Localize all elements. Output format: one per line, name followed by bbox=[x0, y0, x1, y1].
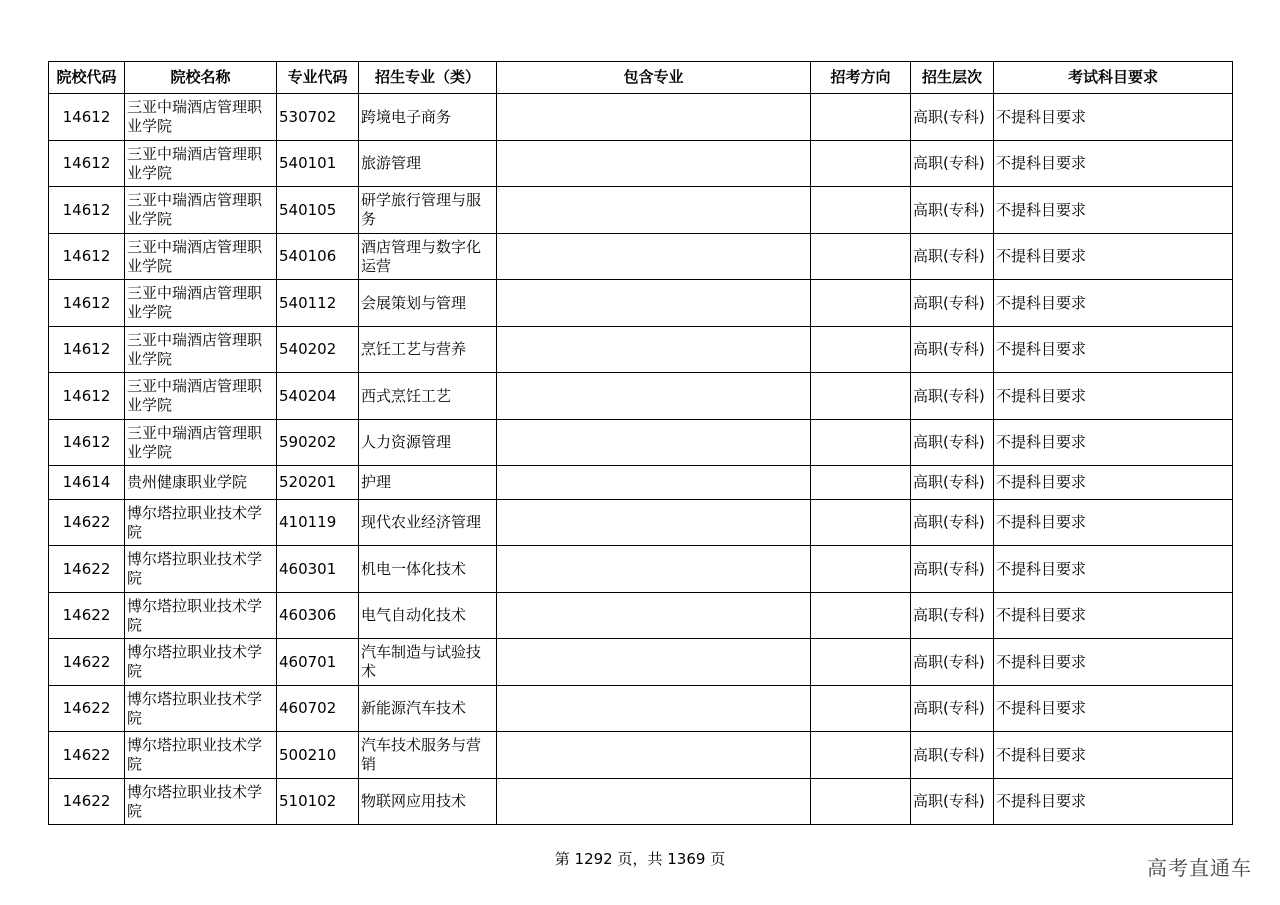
cell-included-majors bbox=[497, 280, 811, 327]
cell-school-name: 三亚中瑞酒店管理职业学院 bbox=[125, 420, 277, 466]
cell-included-majors bbox=[497, 732, 811, 779]
cell-school-name: 博尔塔拉职业技术学院 bbox=[125, 732, 277, 779]
table-row bbox=[49, 187, 1233, 234]
cell-school-name: 三亚中瑞酒店管理职业学院 bbox=[125, 373, 277, 420]
cell-direction bbox=[811, 327, 911, 373]
admission-table bbox=[48, 61, 1233, 825]
cell-school-code: 14612 bbox=[49, 420, 125, 466]
cell-level: 高职(专科) bbox=[911, 373, 994, 420]
cell-school-code: 14612 bbox=[49, 141, 125, 187]
cell-subject-requirement: 不提科目要求 bbox=[994, 420, 1233, 466]
cell-school-name: 博尔塔拉职业技术学院 bbox=[125, 546, 277, 593]
cell-school-code: 14622 bbox=[49, 779, 125, 825]
cell-major-code: 540204 bbox=[277, 373, 359, 420]
cell-direction bbox=[811, 639, 911, 686]
cell-school-name: 博尔塔拉职业技术学院 bbox=[125, 500, 277, 546]
cell-level: 高职(专科) bbox=[911, 327, 994, 373]
cell-school-name: 贵州健康职业学院 bbox=[125, 466, 277, 500]
cell-subject-requirement: 不提科目要求 bbox=[994, 466, 1233, 500]
cell-level: 高职(专科) bbox=[911, 187, 994, 234]
cell-subject-requirement: 不提科目要求 bbox=[994, 187, 1233, 234]
cell-major: 西式烹饪工艺 bbox=[359, 373, 497, 420]
cell-school-code: 14622 bbox=[49, 686, 125, 732]
cell-major-code: 540202 bbox=[277, 327, 359, 373]
cell-level: 高职(专科) bbox=[911, 280, 994, 327]
cell-subject-requirement: 不提科目要求 bbox=[994, 280, 1233, 327]
cell-school-name: 三亚中瑞酒店管理职业学院 bbox=[125, 141, 277, 187]
cell-school-code: 14614 bbox=[49, 466, 125, 500]
cell-level: 高职(专科) bbox=[911, 686, 994, 732]
cell-level: 高职(专科) bbox=[911, 546, 994, 593]
cell-major-code: 530702 bbox=[277, 94, 359, 141]
header-school-code: 院校代码 bbox=[49, 62, 125, 94]
cell-subject-requirement: 不提科目要求 bbox=[994, 686, 1233, 732]
cell-school-name: 博尔塔拉职业技术学院 bbox=[125, 639, 277, 686]
cell-major: 会展策划与管理 bbox=[359, 280, 497, 327]
cell-included-majors bbox=[497, 466, 811, 500]
cell-level: 高职(专科) bbox=[911, 593, 994, 639]
cell-school-name: 三亚中瑞酒店管理职业学院 bbox=[125, 234, 277, 280]
cell-included-majors bbox=[497, 639, 811, 686]
cell-major: 人力资源管理 bbox=[359, 420, 497, 466]
cell-major: 物联网应用技术 bbox=[359, 779, 497, 825]
header-major-code: 专业代码 bbox=[277, 62, 359, 94]
cell-included-majors bbox=[497, 327, 811, 373]
table-row bbox=[49, 327, 1233, 373]
cell-major-code: 540101 bbox=[277, 141, 359, 187]
cell-school-name: 三亚中瑞酒店管理职业学院 bbox=[125, 327, 277, 373]
cell-major: 护理 bbox=[359, 466, 497, 500]
cell-school-code: 14622 bbox=[49, 500, 125, 546]
cell-school-code: 14612 bbox=[49, 94, 125, 141]
cell-included-majors bbox=[497, 779, 811, 825]
cell-included-majors bbox=[497, 373, 811, 420]
cell-school-code: 14622 bbox=[49, 639, 125, 686]
header-subject-requirement: 考试科目要求 bbox=[994, 62, 1233, 94]
cell-major-code: 500210 bbox=[277, 732, 359, 779]
cell-major-code: 460306 bbox=[277, 593, 359, 639]
cell-direction bbox=[811, 187, 911, 234]
cell-major: 烹饪工艺与营养 bbox=[359, 327, 497, 373]
cell-major: 机电一体化技术 bbox=[359, 546, 497, 593]
cell-major: 新能源汽车技术 bbox=[359, 686, 497, 732]
cell-school-code: 14612 bbox=[49, 187, 125, 234]
cell-school-code: 14622 bbox=[49, 546, 125, 593]
header-included-majors: 包含专业 bbox=[497, 62, 811, 94]
cell-included-majors bbox=[497, 187, 811, 234]
cell-subject-requirement: 不提科目要求 bbox=[994, 234, 1233, 280]
table-row bbox=[49, 500, 1233, 546]
cell-level: 高职(专科) bbox=[911, 234, 994, 280]
cell-school-code: 14612 bbox=[49, 373, 125, 420]
cell-school-name: 博尔塔拉职业技术学院 bbox=[125, 593, 277, 639]
cell-subject-requirement: 不提科目要求 bbox=[994, 639, 1233, 686]
cell-direction bbox=[811, 732, 911, 779]
cell-major-code: 540112 bbox=[277, 280, 359, 327]
cell-major: 汽车技术服务与营销 bbox=[359, 732, 497, 779]
table-body bbox=[49, 94, 1233, 825]
cell-direction bbox=[811, 466, 911, 500]
cell-major: 跨境电子商务 bbox=[359, 94, 497, 141]
cell-major-code: 460702 bbox=[277, 686, 359, 732]
cell-major: 现代农业经济管理 bbox=[359, 500, 497, 546]
table-row bbox=[49, 466, 1233, 500]
cell-major-code: 590202 bbox=[277, 420, 359, 466]
cell-major: 研学旅行管理与服务 bbox=[359, 187, 497, 234]
cell-school-name: 博尔塔拉职业技术学院 bbox=[125, 686, 277, 732]
cell-major-code: 510102 bbox=[277, 779, 359, 825]
cell-school-code: 14612 bbox=[49, 234, 125, 280]
header-level: 招生层次 bbox=[911, 62, 994, 94]
cell-major-code: 460701 bbox=[277, 639, 359, 686]
cell-subject-requirement: 不提科目要求 bbox=[994, 373, 1233, 420]
cell-school-code: 14622 bbox=[49, 732, 125, 779]
cell-school-code: 14612 bbox=[49, 280, 125, 327]
cell-subject-requirement: 不提科目要求 bbox=[994, 141, 1233, 187]
cell-included-majors bbox=[497, 686, 811, 732]
cell-direction bbox=[811, 779, 911, 825]
table-row bbox=[49, 280, 1233, 327]
cell-major-code: 540105 bbox=[277, 187, 359, 234]
table-row bbox=[49, 779, 1233, 825]
watermark: 高考直通车 bbox=[1147, 856, 1252, 880]
cell-included-majors bbox=[497, 546, 811, 593]
cell-subject-requirement: 不提科目要求 bbox=[994, 500, 1233, 546]
table-row bbox=[49, 94, 1233, 141]
cell-major: 电气自动化技术 bbox=[359, 593, 497, 639]
cell-direction bbox=[811, 373, 911, 420]
cell-included-majors bbox=[497, 593, 811, 639]
table-row bbox=[49, 546, 1233, 593]
cell-major-code: 410119 bbox=[277, 500, 359, 546]
table-row bbox=[49, 639, 1233, 686]
table-row bbox=[49, 593, 1233, 639]
cell-subject-requirement: 不提科目要求 bbox=[994, 94, 1233, 141]
cell-level: 高职(专科) bbox=[911, 94, 994, 141]
table-row bbox=[49, 686, 1233, 732]
cell-subject-requirement: 不提科目要求 bbox=[994, 546, 1233, 593]
header-major: 招生专业（类） bbox=[359, 62, 497, 94]
cell-school-name: 三亚中瑞酒店管理职业学院 bbox=[125, 94, 277, 141]
cell-direction bbox=[811, 546, 911, 593]
cell-school-name: 三亚中瑞酒店管理职业学院 bbox=[125, 280, 277, 327]
cell-direction bbox=[811, 141, 911, 187]
cell-level: 高职(专科) bbox=[911, 466, 994, 500]
cell-major: 酒店管理与数字化运营 bbox=[359, 234, 497, 280]
cell-direction bbox=[811, 420, 911, 466]
cell-level: 高职(专科) bbox=[911, 420, 994, 466]
table-row bbox=[49, 373, 1233, 420]
cell-included-majors bbox=[497, 234, 811, 280]
cell-direction bbox=[811, 280, 911, 327]
cell-included-majors bbox=[497, 420, 811, 466]
page-number: 第 1292 页，共 1369 页 bbox=[554, 850, 726, 868]
header-direction: 招考方向 bbox=[811, 62, 911, 94]
cell-major: 汽车制造与试验技术 bbox=[359, 639, 497, 686]
cell-subject-requirement: 不提科目要求 bbox=[994, 732, 1233, 779]
cell-major-code: 520201 bbox=[277, 466, 359, 500]
cell-included-majors bbox=[497, 94, 811, 141]
header-school-name: 院校名称 bbox=[125, 62, 277, 94]
table-row bbox=[49, 732, 1233, 779]
cell-included-majors bbox=[497, 500, 811, 546]
cell-level: 高职(专科) bbox=[911, 732, 994, 779]
cell-school-name: 三亚中瑞酒店管理职业学院 bbox=[125, 187, 277, 234]
cell-direction bbox=[811, 500, 911, 546]
cell-direction bbox=[811, 94, 911, 141]
cell-direction bbox=[811, 593, 911, 639]
table-row bbox=[49, 420, 1233, 466]
table-row bbox=[49, 234, 1233, 280]
cell-direction bbox=[811, 686, 911, 732]
cell-level: 高职(专科) bbox=[911, 141, 994, 187]
cell-school-code: 14622 bbox=[49, 593, 125, 639]
cell-school-name: 博尔塔拉职业技术学院 bbox=[125, 779, 277, 825]
cell-level: 高职(专科) bbox=[911, 639, 994, 686]
table-row bbox=[49, 141, 1233, 187]
table-header-row bbox=[49, 62, 1233, 94]
cell-level: 高职(专科) bbox=[911, 779, 994, 825]
cell-major: 旅游管理 bbox=[359, 141, 497, 187]
cell-subject-requirement: 不提科目要求 bbox=[994, 779, 1233, 825]
cell-direction bbox=[811, 234, 911, 280]
cell-level: 高职(专科) bbox=[911, 500, 994, 546]
cell-school-code: 14612 bbox=[49, 327, 125, 373]
cell-major-code: 460301 bbox=[277, 546, 359, 593]
cell-subject-requirement: 不提科目要求 bbox=[994, 327, 1233, 373]
cell-included-majors bbox=[497, 141, 811, 187]
cell-major-code: 540106 bbox=[277, 234, 359, 280]
cell-subject-requirement: 不提科目要求 bbox=[994, 593, 1233, 639]
